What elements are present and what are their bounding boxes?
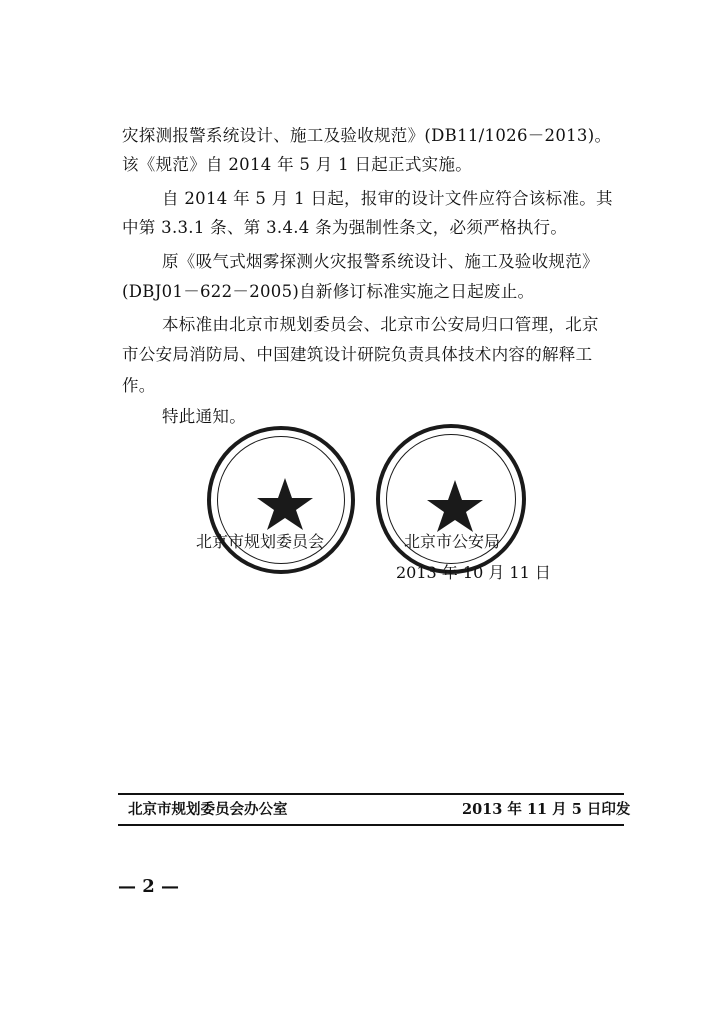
body-line-10: 特此通知。 bbox=[162, 407, 246, 426]
page-number: — 2 — bbox=[118, 876, 180, 897]
body-line-2: 该《规范》自 2014 年 5 月 1 日起正式实施。 bbox=[122, 155, 473, 174]
body-line-3: 自 2014 年 5 月 1 日起，报审的设计文件应符合该标准。其 bbox=[162, 189, 613, 208]
body-line-8: 市公安局消防局、中国建筑设计研院负责具体技术内容的解释工 bbox=[122, 345, 593, 364]
body-line-6: (DBJ01－622－2005)自新修订标准实施之日起废止。 bbox=[122, 282, 535, 301]
star-icon bbox=[211, 430, 359, 578]
star-icon bbox=[380, 428, 530, 578]
footer-print-date: 2013 年 11 月 5 日印发 bbox=[462, 801, 631, 818]
footer-bottom-rule bbox=[118, 824, 624, 826]
body-line-5: 原《吸气式烟雾探测火灾报警系统设计、施工及验收规范》 bbox=[162, 252, 599, 271]
body-line-4: 中第 3.3.1 条、第 3.4.4 条为强制性条文，必须严格执行。 bbox=[122, 218, 568, 237]
body-line-9: 作。 bbox=[122, 376, 156, 395]
signature-date: 2013 年 10 月 11 日 bbox=[396, 563, 551, 582]
footer-office: 北京市规划委员会办公室 bbox=[128, 801, 288, 818]
signature-org-2: 北京市公安局 bbox=[404, 532, 501, 551]
body-line-1: 灾探测报警系统设计、施工及验收规范》(DB11/1026－2013)。 bbox=[122, 126, 612, 145]
body-line-7: 本标准由北京市规划委员会、北京市公安局归口管理，北京 bbox=[162, 315, 599, 334]
footer-top-rule bbox=[118, 793, 624, 795]
signature-org-1: 北京市规划委员会 bbox=[196, 532, 325, 551]
